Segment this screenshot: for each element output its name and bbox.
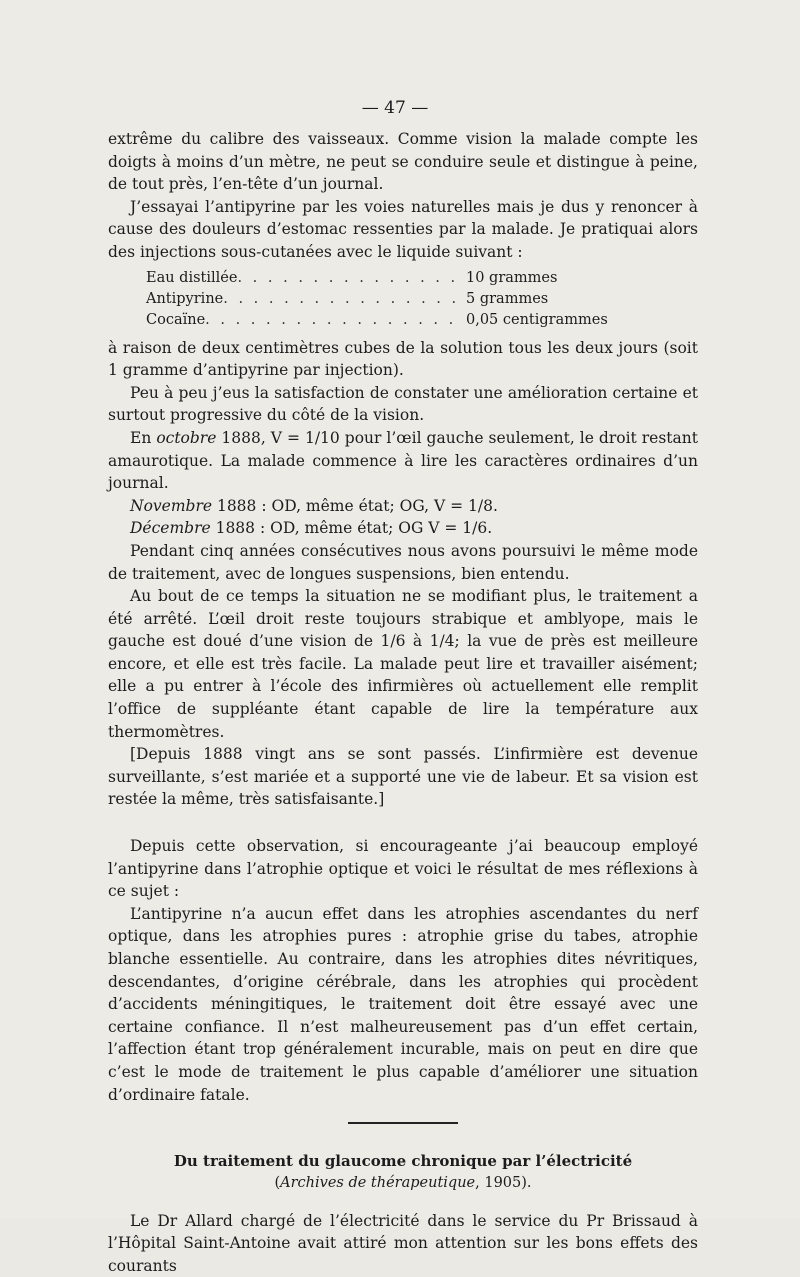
text-run: 1888 : OD, même état; OG V = 1/6.	[210, 519, 493, 538]
month-italic: Décembre	[130, 519, 211, 538]
spacer	[108, 811, 698, 835]
leader-dots	[237, 268, 458, 289]
formula-row	[146, 268, 616, 289]
paragraph: Le Dr Allard chargé de l’électricité dans le service du Pr Brissaud à l’Hôpital Saint-Antoine avait attiré mon attention sur les bons effets des courants	[108, 1211, 698, 1275]
formula-ingredient: Cocaïne	[146, 311, 206, 328]
formula-row	[146, 310, 616, 331]
formula-quantity: 10 grammes	[466, 269, 558, 286]
text-run: (	[274, 1174, 281, 1191]
body-text	[108, 128, 698, 1277]
paragraph-october	[108, 427, 698, 495]
paragraph-december	[108, 517, 698, 540]
section-title: Du traitement du glaucome chronique par l’électricité	[173, 1151, 633, 1170]
formula-ingredient: Eau distillée	[146, 269, 238, 286]
paragraph: L’antipyrine n’a aucun effet dans les atrophies ascendantes du nerf optique, dans les atrophies pures : atrophie grise du tabes, atrophie blanche essentielle. Au contraire, dans les atrophies dites névritiques, descendantes, d’origine cérébrale, dans les atrophies qui procèdent d’accidents méningitiques, le traitement doit être essayé avec une certaine confiance. Il n’est malheureusement pas d’un effet certain, l’affection étant trop généralement incurable, mais on peut en dire que c’est le mode de traitement le plus capable d’améliorer une situation d’ordinaire fatale.	[108, 904, 698, 1104]
page-number: — 47 —	[361, 98, 429, 118]
leader-dots	[223, 289, 458, 310]
formula-quantity: 0,05 centigrammes	[466, 311, 608, 328]
month-italic: Novembre	[130, 496, 213, 515]
journal-name: Archives de thérapeutique	[280, 1174, 476, 1191]
formula-quantity: 5 grammes	[466, 290, 549, 307]
paragraph-november	[108, 495, 698, 518]
paragraph: J’essayai l’antipyrine par les voies naturelles mais je dus y renoncer à cause des douleurs d’estomac ressenties par la malade. Je pratiquai alors des injections sous-cutanées avec le liquide suivant :	[108, 197, 698, 261]
paragraph: [Depuis 1888 vingt ans se sont passés. L’infirmière est devenue surveillante, s’est mariée et a supporté une vie de labeur. Et sa vision est restée la même, très satisfaisante.]	[108, 745, 698, 809]
formula-row	[146, 289, 616, 310]
text-run: 1888, V = 1/10 pour l’œil gauche seulement, le droit restant amaurotique. La malade commence à lire les caractères ordinaires d’un journal.	[108, 428, 698, 493]
formula-ingredient: Antipyrine	[146, 290, 224, 307]
leader-dots	[205, 310, 458, 331]
text-run: 1888 : OD, même état; OG, V = 1/8.	[212, 496, 498, 515]
paragraph: Peu à peu j’eus la satisfaction de constater une amélioration certaine et surtout progressive du côté de la vision.	[108, 383, 698, 425]
text-run: , 1905).	[475, 1174, 532, 1191]
paragraph: Pendant cinq années consécutives nous avons poursuivi le même mode de traitement, avec de longues suspensions, bien entendu.	[108, 541, 698, 583]
paragraph: Depuis cette observation, si encourageante j’ai beaucoup employé l’antipyrine dans l’atrophie optique et voici le résultat de mes réflexions à ce sujet :	[108, 837, 698, 901]
paragraph: extrême du calibre des vaisseaux. Comme vision la malade compte les doigts à moins d’un mètre, ne peut se conduire seule et distingue à peine, de tout près, l’en-tête d’un journal.	[108, 130, 698, 194]
paragraph: à raison de deux centimètres cubes de la solution tous les deux jours (soit 1 gramme d’antipyrine par injection).	[108, 338, 698, 380]
section-divider	[348, 1122, 458, 1124]
month-italic: octobre	[156, 428, 217, 447]
paragraph: Au bout de ce temps la situation ne se modifiant plus, le traitement a été arrêté. L’œil droit reste toujours strabique et amblyope, mais le gauche est doué d’une vision de 1/6 à 1/4; la vue de près est meilleure encore, et elle est très facile. La malade peut lire et travailler aisément; elle a pu entrer à l’école des infirmières où actuellement elle remplit l’office de suppléante étant capable de lire la température aux thermomètres.	[108, 587, 698, 741]
formula-table	[146, 268, 616, 331]
text-run: En	[130, 428, 157, 447]
section-source	[108, 1172, 698, 1194]
